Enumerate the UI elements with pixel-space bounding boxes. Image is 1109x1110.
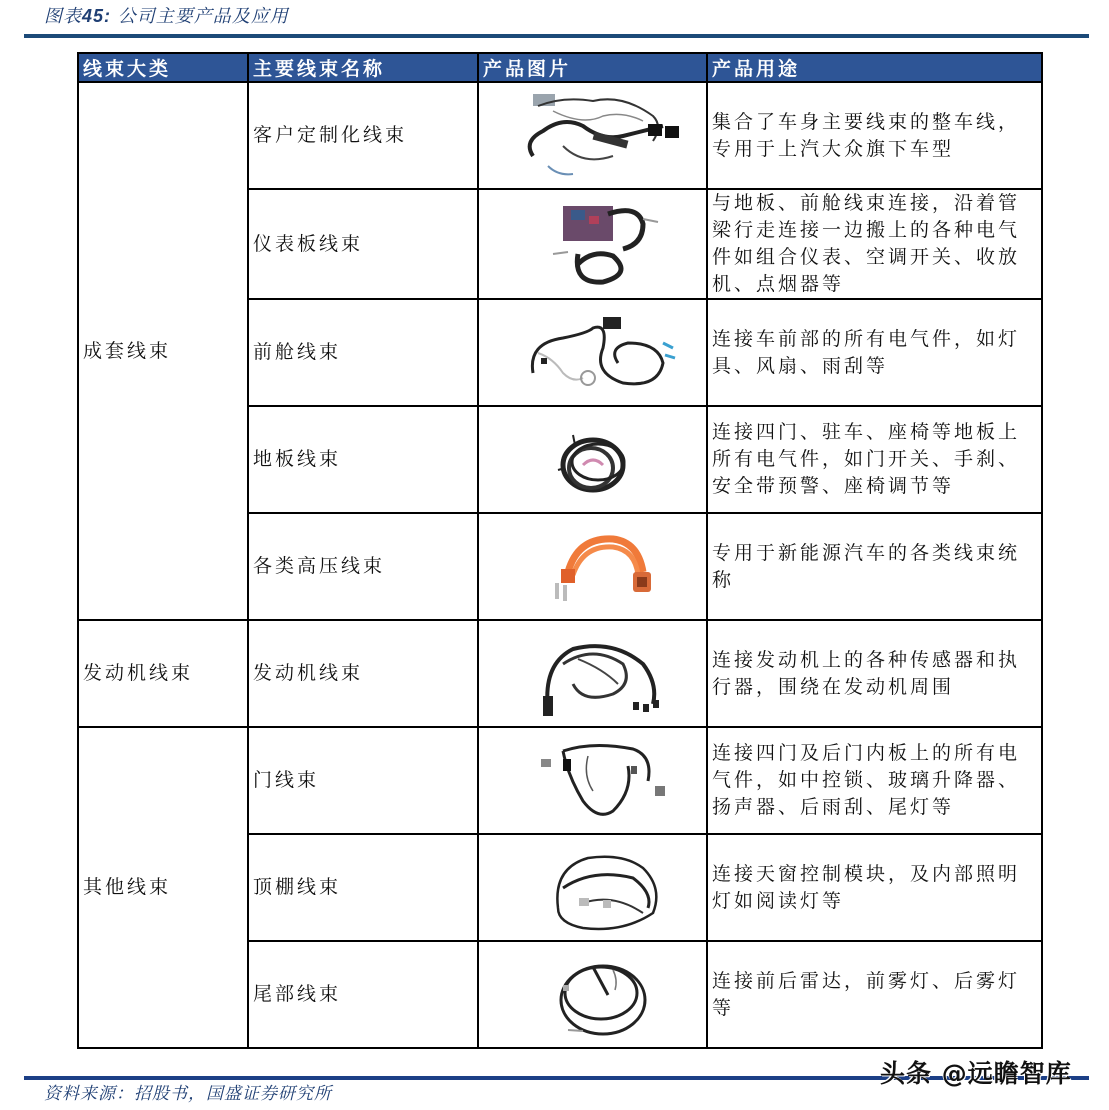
harness-photo-custom: [478, 82, 707, 189]
harness-usage: 与地板、前舱线束连接，沿着管梁行走连接一边搬上的各种电气件如组合仪表、空调开关、收放机、点烟器等: [707, 189, 1042, 299]
figure-caption: 公司主要产品及应用: [117, 6, 289, 27]
top-rule-divider: [24, 34, 1089, 38]
products-table: [77, 52, 1043, 1049]
harness-usage: 专用于新能源汽车的各类线束统称: [707, 513, 1042, 620]
harness-name: 门线束: [248, 727, 478, 834]
harness-name: 客户定制化线束: [248, 82, 478, 189]
wire-harness-icon: [493, 194, 693, 294]
high-voltage-cable-icon: [493, 517, 693, 617]
harness-usage: 集合了车身主要线束的整车线，专用于上汽大众旗下车型: [707, 82, 1042, 189]
harness-name: 前舱线束: [248, 299, 478, 406]
header-image: 产品图片: [478, 53, 707, 82]
category-cell: 其他线束: [78, 727, 248, 1048]
header-name: 主要线束名称: [248, 53, 478, 82]
figure-title: [44, 2, 289, 28]
harness-name: 发动机线束: [248, 620, 478, 727]
wire-harness-icon: [493, 624, 693, 724]
wire-harness-icon: [493, 410, 693, 510]
figure-label: 图表: [44, 6, 82, 27]
wire-harness-icon: [493, 303, 693, 403]
harness-name: 仪表板线束: [248, 189, 478, 299]
harness-photo-engine: [478, 620, 707, 727]
harness-usage: 连接天窗控制模块，及内部照明灯如阅读灯等: [707, 834, 1042, 941]
harness-photo-tail: [478, 941, 707, 1048]
harness-name: 尾部线束: [248, 941, 478, 1048]
table-row: [78, 727, 1042, 834]
harness-photo-front-cabin: [478, 299, 707, 406]
header-category: 线束大类: [78, 53, 248, 82]
harness-photo-roof: [478, 834, 707, 941]
figure-number: 45:: [82, 6, 112, 26]
table-header-row: [78, 53, 1042, 82]
wire-harness-icon: [493, 731, 693, 831]
category-cell: 发动机线束: [78, 620, 248, 727]
harness-photo-dashboard: [478, 189, 707, 299]
wire-harness-icon: [493, 945, 693, 1045]
harness-photo-door: [478, 727, 707, 834]
table-row: [78, 620, 1042, 727]
harness-photo-high-voltage: [478, 513, 707, 620]
harness-usage: 连接车前部的所有电气件，如灯具、风扇、雨刮等: [707, 299, 1042, 406]
harness-usage: 连接四门、驻车、座椅等地板上所有电气件，如门开关、手刹、安全带预警、座椅调节等: [707, 406, 1042, 513]
harness-usage: 连接前后雷达，前雾灯、后雾灯等: [707, 941, 1042, 1048]
header-usage: 产品用途: [707, 53, 1042, 82]
harness-name: 顶棚线束: [248, 834, 478, 941]
wire-harness-icon: [493, 86, 693, 186]
watermark: 头条 @远瞻智库: [880, 1059, 1072, 1088]
wire-harness-icon: [493, 838, 693, 938]
harness-photo-floor: [478, 406, 707, 513]
harness-usage: 连接发动机上的各种传感器和执行器，围绕在发动机周围: [707, 620, 1042, 727]
category-cell: 成套线束: [78, 82, 248, 620]
table-row: [78, 82, 1042, 189]
source-note: 资料来源：招股书，国盛证券研究所: [44, 1084, 332, 1104]
harness-name: 各类高压线束: [248, 513, 478, 620]
harness-name: 地板线束: [248, 406, 478, 513]
harness-usage: 连接四门及后门内板上的所有电气件，如中控锁、玻璃升降器、扬声器、后雨刮、尾灯等: [707, 727, 1042, 834]
